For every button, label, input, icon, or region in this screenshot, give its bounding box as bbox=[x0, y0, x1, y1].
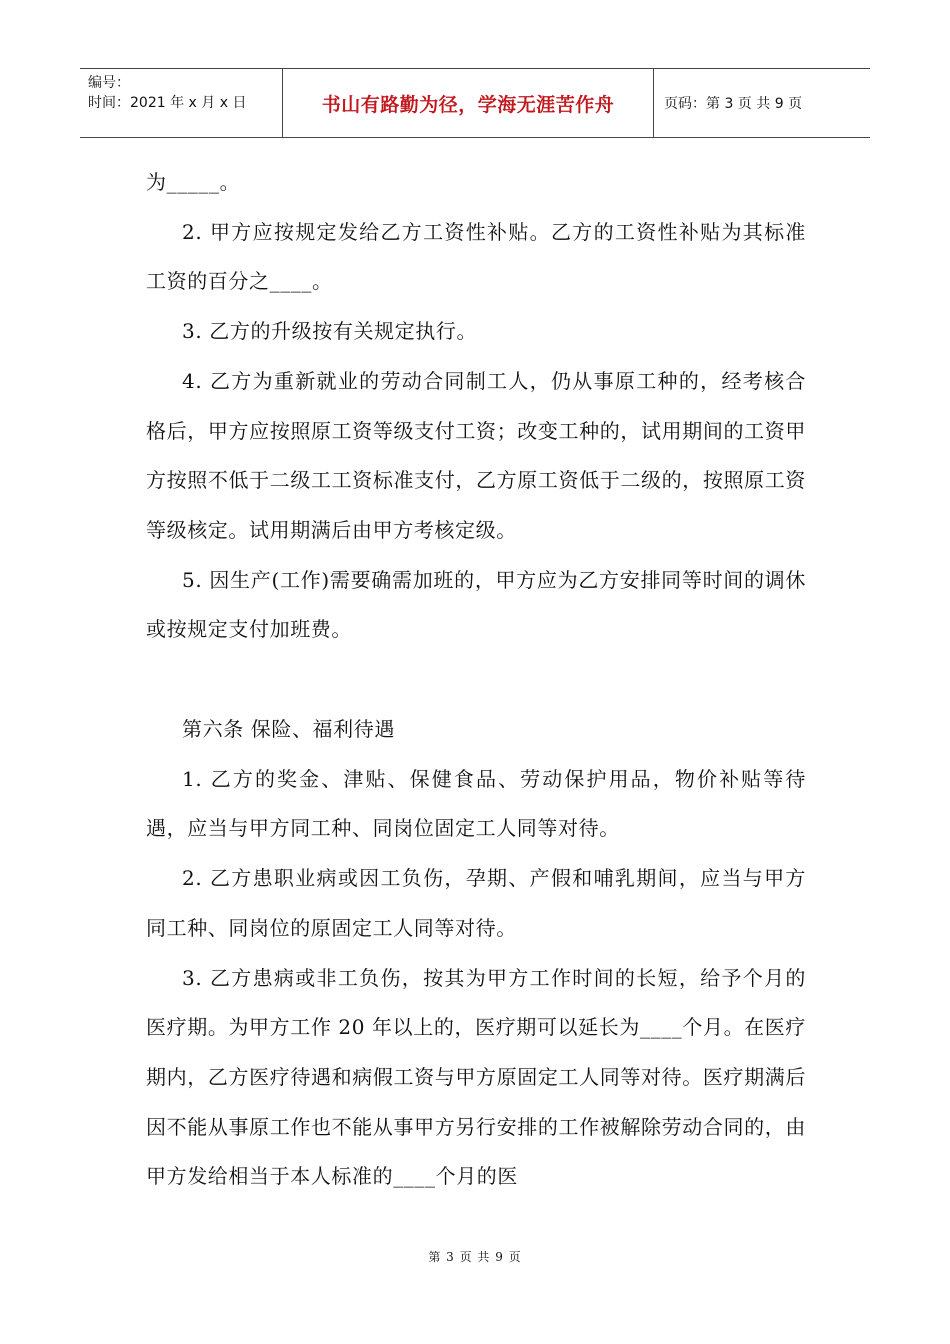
paragraph-section6-clause-2: 2. 乙方患职业病或因工负伤，孕期、产假和哺乳期间，应当与甲方同工种、同岗位的原固定工人同等对待。 bbox=[146, 866, 806, 940]
header-page-info: 页码：第 3 页 共 9 页 bbox=[664, 96, 803, 112]
paragraph-clause-4: 4. 乙方为重新就业的劳动合同制工人，仍从事原工种的，经考核合格后，甲方应按照原工资等级支付工资；改变工种的，试用期间的工资甲方按照不低于二级工工资标准支付，乙方原工资低于二级的，按照原工资等级核定。试用期满后由甲方考核定级。 bbox=[146, 368, 806, 542]
header-meta bbox=[80, 69, 282, 137]
header-motto-cell bbox=[282, 69, 654, 137]
document-date: 时间：2021 年 x 月 x 日 bbox=[88, 95, 247, 111]
document-body bbox=[146, 158, 806, 1202]
paragraph-clause-2: 2. 甲方应按规定发给乙方工资性补贴。乙方的工资性补贴为其标准工资的百分之____。 bbox=[146, 219, 806, 294]
page-footer: 第 3 页 共 9 页 bbox=[428, 1250, 522, 1264]
paragraph-clause-5: 5. 因生产(工作)需要确需加班的，甲方应为乙方安排同等时间的调休或按规定支付加班费。 bbox=[146, 567, 806, 642]
header-motto: 书山有路勤为径，学海无涯苦作舟 bbox=[321, 93, 615, 116]
paragraph-section6-clause-3: 3. 乙方患病或非工负伤，按其为甲方工作时间的长短，给予个月的医疗期。为甲方工作 20 年以上的，医疗期可以延长为____个月。在医疗期内，乙方医疗待遇和病假工资与甲方原固定工人同等对待。医疗期满后因不能从事原工作也不能从事甲方另行安排的工作被解除劳动合同的，由甲方发给相当于本人标准的____个月的医 bbox=[146, 965, 806, 1189]
paragraph-clause-3: 3. 乙方的升级按有关规定执行。 bbox=[182, 319, 478, 344]
page-header bbox=[80, 68, 870, 138]
paragraph-section6-clause-1: 1. 乙方的奖金、津贴、保健食品、劳动保护用品，物价补贴等待遇，应当与甲方同工种、同岗位固定工人同等对待。 bbox=[146, 766, 806, 841]
paragraph-continuation: 为_____。 bbox=[146, 170, 241, 194]
document-number-label: 编号： bbox=[88, 75, 130, 91]
section-title: 第六条 保险、福利待遇 bbox=[182, 717, 395, 742]
